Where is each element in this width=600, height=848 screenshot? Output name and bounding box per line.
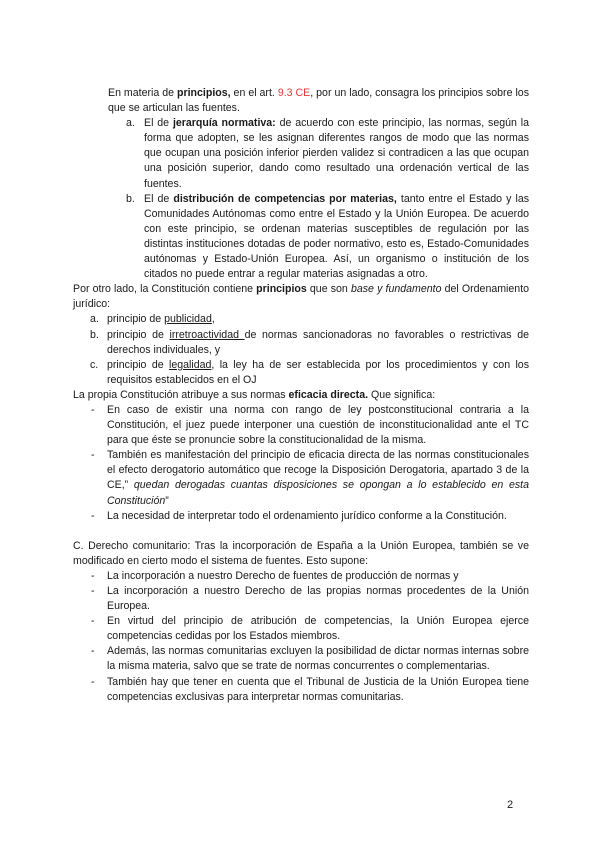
- community-law-paragraph: C. Derecho comunitario: Tras la incorporación de España a la Unión Europea, también se ve modificado en cierto modo el sistema de fuentes. Esto supone:: [73, 539, 529, 567]
- list-marker: -: [91, 675, 95, 688]
- list-marker: -: [91, 403, 95, 416]
- constitution-principles-list: [73, 312, 529, 387]
- list-marker: -: [91, 615, 95, 628]
- list-item: a. El de jerarquía normativa: de acuerdo con este principio, las normas, según la forma que adopten, se les asignan diferentes rangos de modo que las normas que ocupan una posición inferior pierden validez si contradicen a las que ocupan una posición superior, dando como resultado una ordenación vertical de las fuentes.: [126, 117, 529, 190]
- list-item: a. principio de publicidad,: [73, 312, 529, 327]
- list-item: c. principio de legalidad, la ley ha de ser establecida por los procedimientos y con los requisitos establecidos en el OJ: [90, 358, 529, 386]
- list-marker: -: [91, 509, 95, 522]
- list-marker: c.: [90, 358, 99, 371]
- list-item: - La incorporación a nuestro Derecho de fuentes de producción de normas y: [73, 569, 529, 584]
- list-item: - En virtud del principio de atribución de competencias, la Unión Europea ejerce competencias cedidas por los Estados miembros.: [91, 615, 529, 643]
- list-item: - En caso de existir una norma con rango de ley postconstitucional contraria a la Constitución, el juez puede interponer una cuestión de inconstitucionalidad ante el TC para que éste se pronuncie sobre la constitucionalidad de la misma.: [91, 403, 529, 447]
- principles-sublist: [73, 116, 529, 282]
- intro-paragraph: En materia de principios, en el art. 9.3 CE, por un lado, consagra los principios sobre los que se articulan las fuentes.: [108, 87, 529, 115]
- page-content: [73, 86, 529, 705]
- community-law-list: [73, 569, 529, 705]
- constitution-quote: quedan derogadas cuantas disposiciones se opongan a lo establecido en esta Constitución: [107, 479, 529, 507]
- direct-effect-paragraph: La propia Constitución atribuye a sus normas eficacia directa. Que significa:: [73, 388, 436, 401]
- list-item: - Además, las normas comunitarias excluyen la posibilidad de dictar normas internas sobre la misma materia, salvo que se trate de normas concurrentes o complementarias.: [91, 645, 529, 673]
- list-marker: a.: [126, 117, 135, 130]
- list-item: - La necesidad de interpretar todo el ordenamiento jurídico conforme a la Constitución.: [73, 509, 529, 524]
- page-number: 2: [507, 799, 514, 811]
- list-item: b. principio de irretroactividad de normas sancionadoras no favorables o restrictivas de derechos individuales, y: [90, 328, 529, 356]
- direct-effect-list: [73, 403, 529, 524]
- constitution-principles-paragraph: Por otro lado, la Constitución contiene principios que son base y fundamento del Ordenamiento jurídico:: [73, 283, 530, 311]
- list-marker: -: [91, 585, 95, 597]
- list-marker: b.: [126, 192, 135, 205]
- list-marker: b.: [90, 328, 99, 341]
- principios-bold: principios,: [177, 87, 231, 99]
- list-marker: -: [91, 645, 95, 658]
- list-item: - También hay que tener en cuenta que el Tribunal de Justicia de la Unión Europea tiene competencias exclusivas para interpretar normas comunitarias.: [91, 675, 529, 703]
- list-marker: -: [91, 569, 95, 582]
- list-item: b. El de distribución de competencias por materias, tanto entre el Estado y las Comunidades Autónomas como entre el Estado y la Unión Europea. De acuerdo con este principio, se ordenan materias susceptibles de regulación por las distintas instituciones dotadas de poder normativo, esto es, Estado-Comunidades autónomas y Estado-Unión Europea. Así, un organismo o institución de los citados no puede entrar a regular materias asignadas a otro.: [126, 192, 530, 281]
- list-item: - También es manifestación del principio de eficacia directa de las normas constitucionales el efecto derogatorio automático que recoge la Disposición Derogatoria, apartado 3 de la CE,” quedan derogadas cuantas disposiciones se opongan a lo establecido en esta Constitución”: [91, 449, 529, 507]
- paragraph-spacer: [73, 524, 529, 539]
- list-marker: -: [91, 449, 95, 462]
- list-item: - La incorporación a nuestro Derecho de las propias normas procedentes de la Unión Europea.: [91, 585, 529, 613]
- list-marker: a.: [90, 313, 99, 326]
- article-reference: 9.3 CE: [277, 87, 311, 99]
